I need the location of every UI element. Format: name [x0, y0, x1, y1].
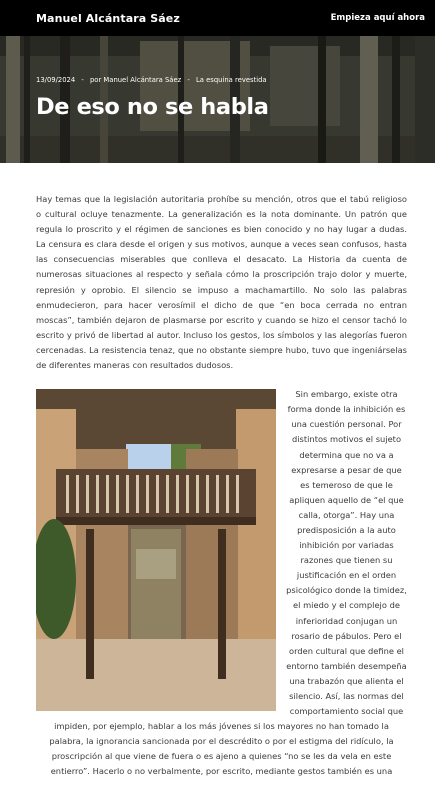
post-date: 13/09/2024	[36, 76, 76, 84]
meta-separator: -	[187, 76, 190, 84]
start-here-link[interactable]: Empieza aquí ahora	[330, 13, 425, 23]
post-title: De eso no se habla	[36, 94, 269, 120]
post-meta	[36, 76, 271, 84]
passage-photo	[36, 389, 276, 711]
post-image	[36, 389, 276, 711]
post-author-link[interactable]: por Manuel Alcántara Sáez	[89, 76, 182, 84]
site-title-link[interactable]: Manuel Alcántara Sáez	[36, 11, 180, 25]
post-paragraph: Hay temas que la legislación autoritaria prohíbe su mención, otros que el tabú religioso o cultural ocluye tenazmente. La generalización es la nota dominante. Un patrón que regula lo proscrito y el régimen de sanciones es bien conocido y no hay lugar a dudas. La censura es clara desde el origen y sus motivos, aunque a veces sean confusos, hasta las consecuencias miserables que conlleva el desacato. La Historia da cuenta de numerosas situaciones al respecto y señala cómo la proscripción trajo dolor y muerte, represión y oprobio. El silencio se impuso a machamartillo. No solo las palabras enmudecieron, para hacer verosímil el dicho de que “en boca cerrada no entran moscas”, también dejaron de plasmarse por escrito y cuando se hizo el censor tachó lo escrito y privó de libertad al autor. Incluso los gestos, los símbolos y las alegorías fueron cercenadas. La resistencia tenaz, que no obstante siempre hubo, tuvo que ingeniárselas de diferentes maneras con resultados dudosos.	[36, 194, 407, 371]
meta-separator: -	[81, 76, 84, 84]
post-category-link[interactable]: La esquina revestida	[196, 76, 267, 84]
top-navigation-bar	[0, 0, 435, 36]
post-content	[36, 192, 407, 780]
hero-banner	[0, 36, 435, 163]
post-paragraph: Sin embargo, existe otra forma donde la inhibición es una cuestión personal. Por distintos motivos el sujeto determina que no va a expresarse a pesar de que es temeroso de que le apliquen aquello de “el que calla, otorga”. Hay una predisposición a la auto inhibición por variadas razones que tienen su justificación en el orden psicológico donde la timidez, el miedo y el complejo de inferioridad conjugan un rosario de pábulos. Pero el orden cultural que define el entorno también desempeña una trabazón que alienta el silencio. Así, las normas del comportamiento social que impiden, por ejemplo, hablar a los más jóvenes si los mayores no han tomado la palabra, la ignorancia sancionada por el descrédito o por el estigma del ridículo, la proscripción al que viene de fuera o es ajeno a quienes “no se les da vela en este entierro”. Hacerlo o no verbalmente, por escrito, mediante gestos también es una	[49, 389, 407, 777]
